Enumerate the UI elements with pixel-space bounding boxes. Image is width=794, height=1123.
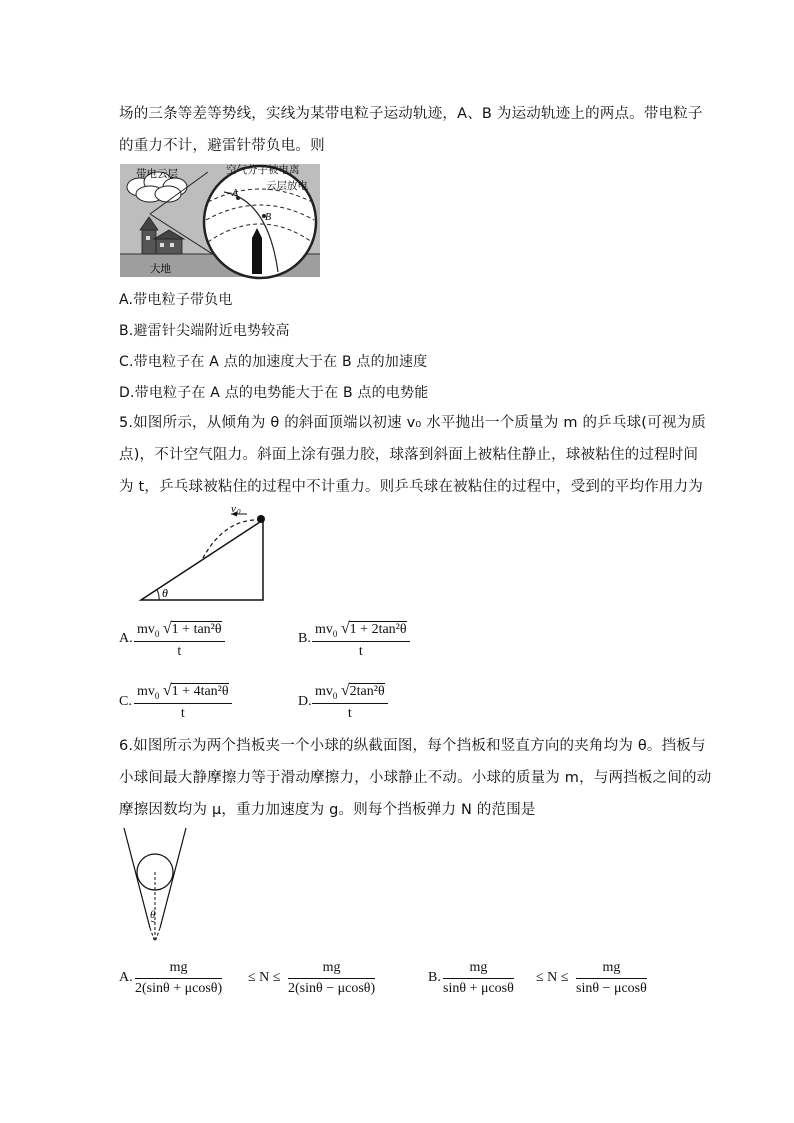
q6-option-b-label: B. [428,970,441,985]
q4-option-c: C.带电粒子在 A 点的加速度大于在 B 点的加速度 [119,354,428,370]
v0-label: v [231,503,236,515]
q5-option-c-fraction: $\frac{mv_0 √1 + 4\tan^2\theta}{t}$ [134,682,232,722]
q6-option-b-inequality: ≤ N ≤ [536,970,569,985]
q5-line-1: 5.如图所示，从倾角为 θ 的斜面顶端以初速 v₀ 水平抛出一个质量为 m 的乒乓球(可视为质 [119,415,706,431]
ground-label: 大地 [150,263,171,275]
q6-line-1: 6.如图所示为两个挡板夹一个小球的纵截面图，每个挡板和竖直方向的夹角均为 θ。挡板与 [119,738,706,754]
point-b-label: B [265,212,272,223]
point-a-label: A [232,188,239,199]
intro-line-2: 的重力不计，避雷针带负电。则 [119,138,325,154]
cloud-label: 带电云层 [136,168,178,180]
q5-option-d-label: D. [298,694,312,709]
q5-option-b-label: B. [298,631,311,646]
theta-label: θ [162,586,168,600]
q5-option-b-fraction: $\frac{mv_0 √1 + 2\tan^2\theta}{t}$ [312,620,410,660]
q6-line-3: 摩擦因数均为 μ，重力加速度为 g。则每个挡板弹力 N 的范围是 [119,802,536,818]
q5-option-c-label: C. [119,694,132,709]
ionize-label: 空气分子被电离 [226,164,300,176]
q5-line-2: 点)，不计空气阻力。斜面上涂有强力胶，球落到斜面上被粘住静止，球被粘住的过程时间 [119,447,699,463]
q5-line-3: 为 t，乒乓球被粘住的过程中不计重力。则乒乓球在被粘住的过程中，受到的平均作用力为 [119,479,703,495]
plates-theta-label: θ [150,909,156,921]
discharge-label: 云层放电 [266,180,308,192]
q6-option-b-left-fraction: $\frac{mg}{\sin\theta + \mu\cos\theta}$ [443,960,514,996]
q6-option-b-right-fraction: $\frac{mg}{\sin\theta - \mu\cos\theta}$ [576,960,647,996]
q6-option-a-left-fraction: $\frac{mg}{2(\sin\theta + \mu\cos\theta)}$ [135,960,223,996]
q5-option-a-fraction: $\frac{mv_0 √1 + \tan^2\theta}{t}$ [134,620,225,660]
q4-option-d: D.带电粒子在 A 点的电势能大于在 B 点的电势能 [119,385,429,401]
v0-subscript: 0 [237,508,241,516]
q6-option-a-label: A. [119,970,133,985]
q4-option-a: A.带电粒子带负电 [119,292,233,308]
incline-figure [135,500,275,604]
intro-line-1: 场的三条等差等势线，实线为某带电粒子运动轨迹，A、B 为运动轨迹上的两点。带电粒子 [119,106,703,122]
plates-ball-figure [118,826,198,946]
q4-option-b: B.避雷针尖端附近电势较高 [119,323,290,339]
q5-option-d-fraction: $\frac{mv_0 √2\tan^2\theta}{t}$ [312,682,388,722]
q5-option-a-label: A. [119,631,133,646]
q6-option-a-right-fraction: $\frac{mg}{2(\sin\theta - \mu\cos\theta)}$ [288,960,376,996]
q6-line-2: 小球间最大静摩擦力等于滑动摩擦力，小球静止不动。小球的质量为 m，与两挡板之间的动 [119,770,712,786]
q6-option-a-inequality: ≤ N ≤ [248,970,281,985]
